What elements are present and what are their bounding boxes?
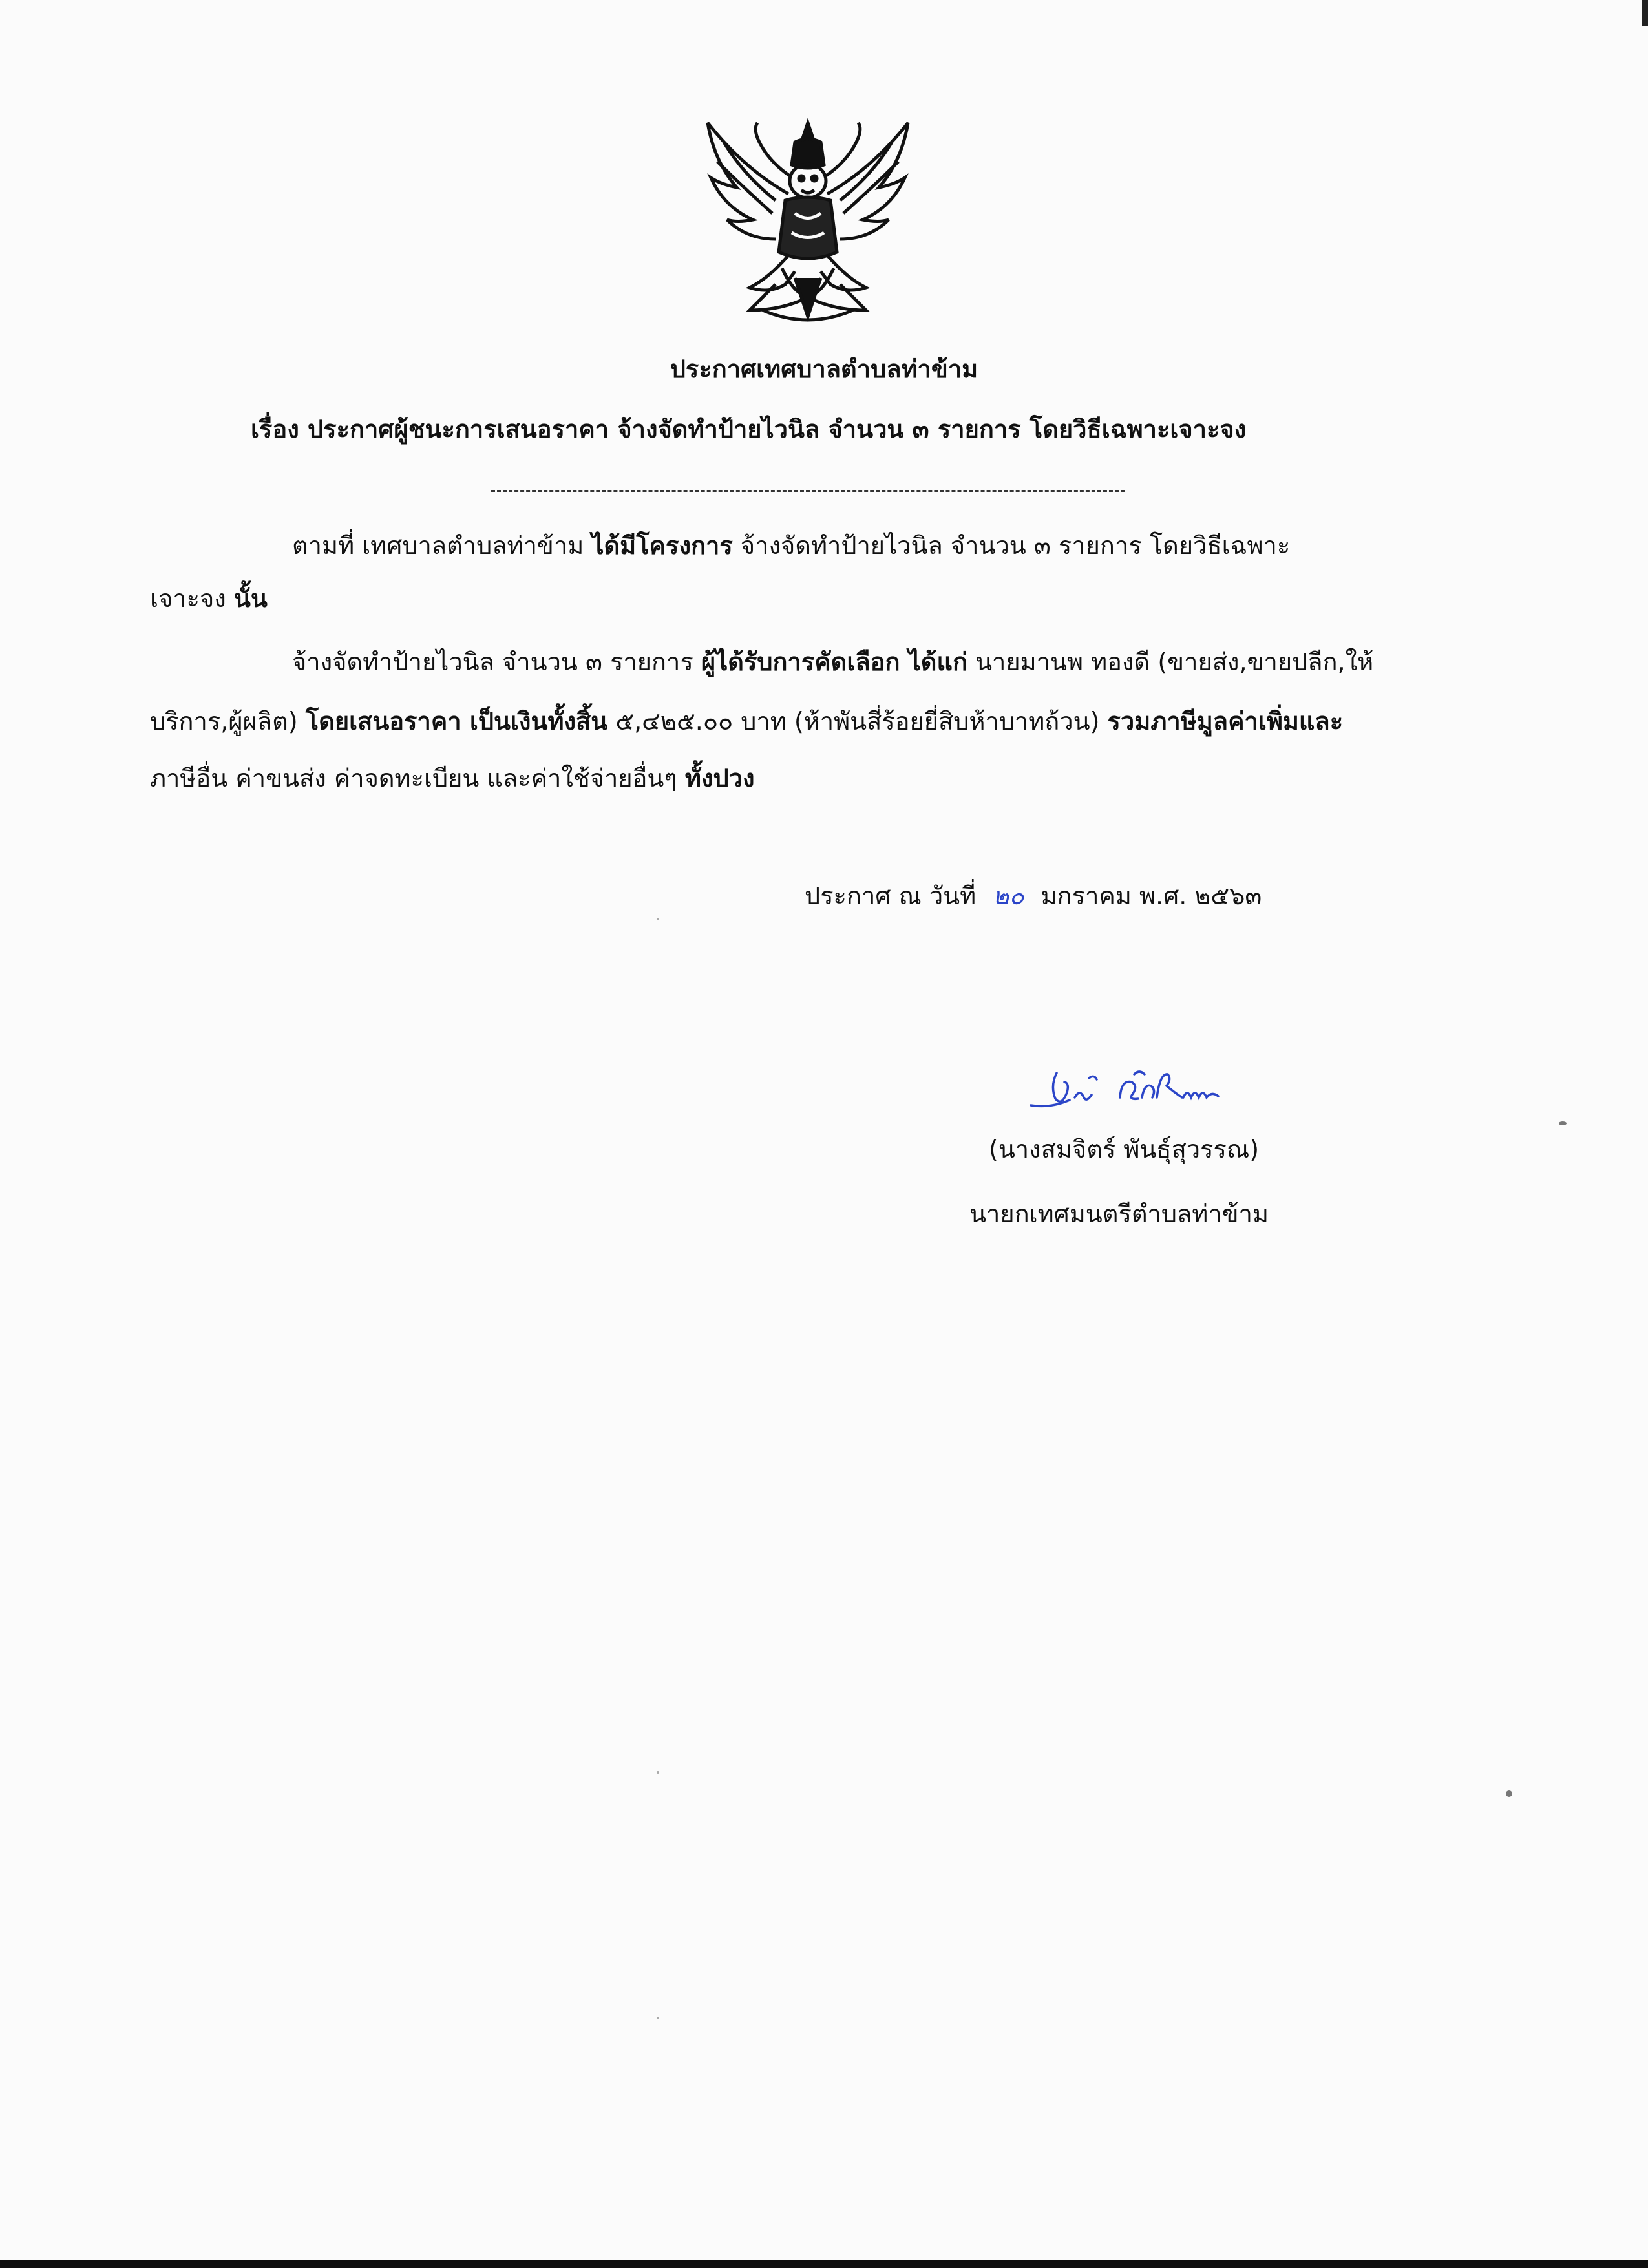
paragraph-2-line-1 bbox=[292, 645, 1373, 679]
date-month-year: มกราคม พ.ศ. ๒๕๖๓ bbox=[1041, 882, 1262, 910]
dashed-divider bbox=[491, 490, 1125, 492]
handwritten-signature bbox=[1024, 1060, 1238, 1118]
scan-edge-right bbox=[1642, 0, 1648, 26]
date-prefix: ประกาศ ณ วันที่ bbox=[805, 882, 977, 910]
paragraph-2-line-2 bbox=[150, 705, 1343, 738]
p2-text-f: ๕,๔๒๕.๐๐ บาท (ห้าพันสี่ร้อยยี่สิบห้าบาทถ้วน) bbox=[615, 707, 1100, 736]
announcement-title: ประกาศเทศบาลตำบลท่าข้าม bbox=[670, 355, 978, 383]
p2-text-g: รวมภาษีมูลค่าเพิ่มและ bbox=[1107, 707, 1344, 736]
garuda-emblem-icon bbox=[698, 116, 918, 330]
paragraph-1-line-1 bbox=[292, 529, 1290, 562]
scan-speck bbox=[1506, 1790, 1512, 1797]
p1-text-b: ได้มีโครงการ bbox=[591, 531, 733, 560]
scan-speck bbox=[657, 918, 659, 920]
paragraph-1-line-2 bbox=[150, 582, 268, 615]
p2-text-a: จ้างจัดทำป้ายไวนิล จำนวน ๓ รายการ bbox=[292, 648, 693, 676]
p2-text-h: ภาษีอื่น ค่าขนส่ง ค่าจดทะเบียน และค่าใช้จ่ายอื่นๆ bbox=[150, 764, 677, 792]
announcement-date bbox=[805, 879, 1262, 913]
scan-speck bbox=[657, 2017, 659, 2019]
scan-edge-bottom bbox=[0, 2260, 1648, 2268]
subject-prefix: เรื่อง bbox=[251, 415, 299, 443]
p2-text-i: ทั้งปวง bbox=[684, 764, 755, 792]
p1-text-e: นั้น bbox=[233, 584, 268, 613]
p1-text-a: ตามที่ เทศบาลตำบลท่าข้าม bbox=[292, 531, 584, 560]
p2-text-d: บริการ,ผู้ผลิต) bbox=[150, 707, 298, 736]
signatory-name: (นางสมจิตร์ พันธุ์สุวรรณ) bbox=[989, 1135, 1260, 1163]
subject-text: ประกาศผู้ชนะการเสนอราคา จ้างจัดทำป้ายไวนิล จำนวน ๓ รายการ โดยวิธีเฉพาะเจาะจง bbox=[308, 415, 1247, 443]
paragraph-2-line-3 bbox=[150, 761, 755, 795]
p1-text-c: จ้างจัดทำป้ายไวนิล จำนวน ๓ รายการ โดยวิธีเฉพาะ bbox=[740, 531, 1291, 560]
signatory-position: นายกเทศมนตรีตำบลท่าข้าม bbox=[969, 1200, 1269, 1228]
p1-text-d: เจาะจง bbox=[150, 584, 226, 613]
p2-text-e: โดยเสนอราคา เป็นเงินทั้งสิ้น bbox=[305, 707, 608, 736]
scan-speck bbox=[1559, 1121, 1567, 1125]
subject-line bbox=[251, 412, 1246, 446]
scan-speck bbox=[657, 1771, 659, 1774]
date-day: ๒๐ bbox=[993, 882, 1024, 910]
p2-text-c: นายมานพ ทองดี (ขายส่ง,ขายปลีก,ให้ bbox=[975, 648, 1374, 676]
p2-text-b: ผู้ได้รับการคัดเลือก ได้แก่ bbox=[701, 648, 967, 676]
